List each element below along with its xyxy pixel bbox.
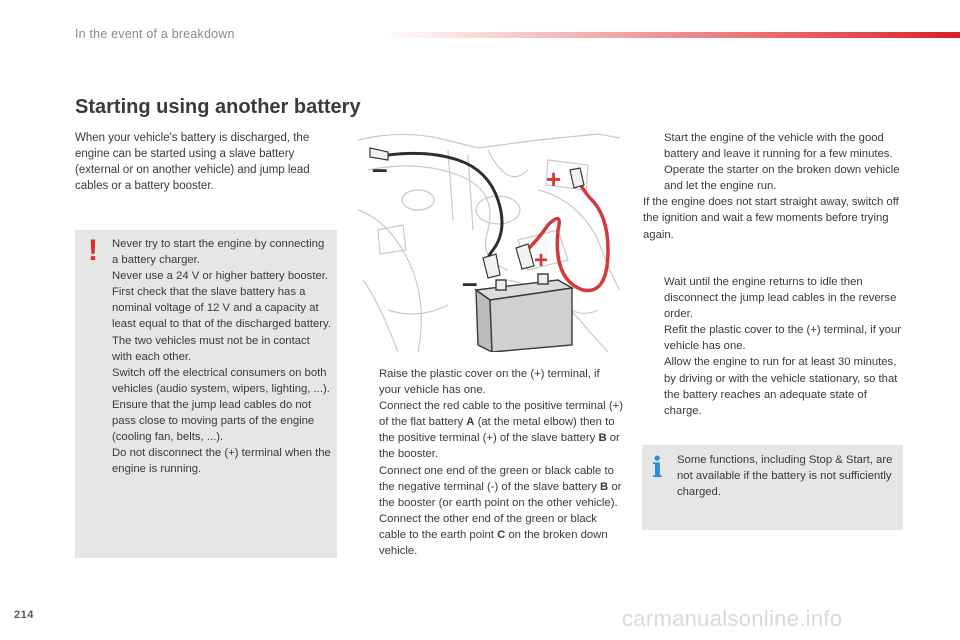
battery-label: B — [598, 432, 607, 445]
intro-paragraph: When your vehicle's battery is discharged, the engine can be started using a slave battery (external or on another vehicle) and jump lead cables or a battery booster. — [75, 132, 310, 192]
step-text: on the broken down vehicle. — [379, 528, 608, 558]
step-item — [358, 366, 623, 398]
middle-steps — [358, 366, 623, 559]
step-text: Start the engine of the vehicle with the good battery and leave it running for a few minutes. — [664, 132, 893, 161]
step-text: Wait until the engine returns to idle then disconnect the jump lead cables in the reverse order. — [664, 276, 897, 321]
watermark: carmanualsonline.info — [622, 606, 843, 631]
minus-sign-top: – — [372, 153, 388, 184]
info-text: Some functions, including Stop & Start, are not available if the battery is not sufficiently charged. — [677, 454, 893, 499]
warning-line: The two vehicles must not be in contact with each other. — [112, 334, 310, 363]
black-cable — [388, 153, 502, 265]
jump-start-illustration — [358, 130, 620, 352]
step-item — [643, 274, 905, 322]
step-text: Connect the other end of the green or black cable to the earth point — [379, 512, 597, 541]
step-item — [643, 322, 905, 354]
section-header: In the event of a breakdown — [75, 27, 235, 41]
page-title: Starting using another battery — [75, 96, 361, 118]
step-text: Raise the plastic cover on the (+) terminal, if your vehicle has one. — [379, 368, 600, 397]
right-steps-top — [643, 130, 905, 243]
header-accent-bar — [380, 32, 960, 38]
step-item — [358, 398, 623, 462]
step-item — [358, 511, 623, 559]
step-text: or the booster (or earth point on the other vehicle). — [379, 480, 622, 509]
step-item — [643, 162, 905, 194]
step-text: Connect the red cable to the positive terminal (+) of the flat battery — [379, 400, 623, 429]
step-text: Operate the starter on the broken down vehicle and let the engine run. — [664, 164, 900, 193]
battery-label: A — [466, 416, 475, 429]
right-steps-bottom — [643, 274, 905, 419]
minus-sign-bottom: – — [462, 267, 478, 298]
battery-b — [476, 274, 572, 352]
step-text: (at the metal elbow) then to the positive terminal (+) of the slave battery — [379, 416, 615, 445]
info-box — [642, 445, 903, 530]
plus-sign-top: + — [546, 164, 562, 194]
retry-note: If the engine does not start straight away, switch off the ignition and wait a few moments before trying again. — [643, 196, 899, 241]
info-icon: i — [652, 451, 663, 484]
warning-text — [112, 236, 332, 477]
battery-label: B — [600, 480, 609, 493]
warning-line: Switch off the electrical consumers on both vehicles (audio system, wipers, lighting, ...). — [112, 366, 330, 395]
plus-sign-bottom: + — [534, 247, 549, 274]
earth-point-label: C — [497, 528, 506, 541]
step-text: or the booster. — [379, 432, 620, 461]
warning-exclamation-icon: ! — [88, 234, 98, 267]
warning-box — [75, 230, 337, 558]
step-text: Refit the plastic cover to the (+) terminal, if your vehicle has one. — [664, 324, 902, 353]
warning-line: First check that the slave battery has a nominal voltage of 12 V and a capacity at least equal to that of the discharged battery. — [112, 286, 331, 331]
warning-line: Never use a 24 V or higher battery booster. — [112, 270, 329, 283]
step-text: Connect one end of the green or black cable to the negative terminal (-) of the slave battery — [379, 464, 614, 493]
warning-line: Never try to start the engine by connecting a battery charger. — [112, 238, 325, 267]
page-number: 214 — [14, 609, 34, 621]
step-item — [358, 463, 623, 511]
step-text: Allow the engine to run for at least 30 minutes, by driving or with the vehicle stationary, so that the battery reaches an adequate state of charge. — [664, 356, 898, 417]
warning-line: Do not disconnect the (+) terminal when the engine is running. — [112, 447, 331, 476]
step-item — [643, 130, 905, 162]
warning-line: Ensure that the jump lead cables do not pass close to moving parts of the engine (cooling fan, belts, ...). — [112, 398, 315, 444]
step-item — [643, 354, 905, 418]
